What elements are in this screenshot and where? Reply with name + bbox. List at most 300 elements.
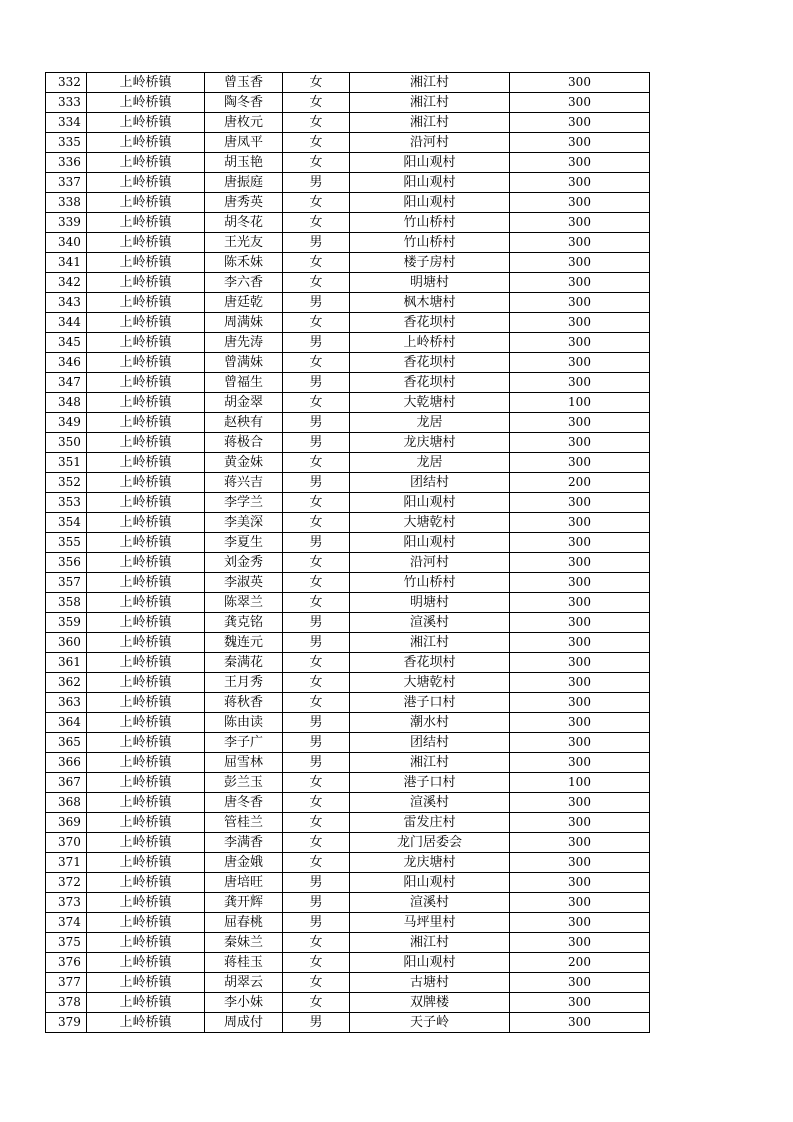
person-name-cell: 彭兰玉 [205, 773, 283, 793]
person-name-cell: 唐廷乾 [205, 293, 283, 313]
row-number-cell: 338 [46, 193, 87, 213]
gender-cell: 女 [283, 553, 350, 573]
town-cell: 上岭桥镇 [87, 433, 205, 453]
village-cell: 沿河村 [350, 133, 510, 153]
village-cell: 龙庆塘村 [350, 433, 510, 453]
row-number-cell: 344 [46, 313, 87, 333]
table-row [46, 893, 650, 913]
amount-cell: 300 [510, 253, 650, 273]
person-name-cell: 唐冬香 [205, 793, 283, 813]
village-cell: 阳山观村 [350, 193, 510, 213]
amount-cell: 100 [510, 393, 650, 413]
village-cell: 香花坝村 [350, 353, 510, 373]
person-name-cell: 管桂兰 [205, 813, 283, 833]
person-name-cell: 李美深 [205, 513, 283, 533]
row-number-cell: 334 [46, 113, 87, 133]
person-name-cell: 李满香 [205, 833, 283, 853]
row-number-cell: 375 [46, 933, 87, 953]
row-number-cell: 341 [46, 253, 87, 273]
amount-cell: 300 [510, 913, 650, 933]
gender-cell: 女 [283, 593, 350, 613]
village-cell: 阳山观村 [350, 873, 510, 893]
row-number-cell: 345 [46, 333, 87, 353]
table-row [46, 973, 650, 993]
gender-cell: 女 [283, 133, 350, 153]
amount-cell: 300 [510, 733, 650, 753]
table-row [46, 573, 650, 593]
table-row [46, 593, 650, 613]
gender-cell: 女 [283, 213, 350, 233]
person-name-cell: 唐培旺 [205, 873, 283, 893]
amount-cell: 200 [510, 953, 650, 973]
row-number-cell: 368 [46, 793, 87, 813]
town-cell: 上岭桥镇 [87, 653, 205, 673]
person-name-cell: 秦满花 [205, 653, 283, 673]
gender-cell: 女 [283, 513, 350, 533]
table-row [46, 313, 650, 333]
person-name-cell: 唐金娥 [205, 853, 283, 873]
town-cell: 上岭桥镇 [87, 113, 205, 133]
town-cell: 上岭桥镇 [87, 913, 205, 933]
town-cell: 上岭桥镇 [87, 153, 205, 173]
person-name-cell: 胡翠云 [205, 973, 283, 993]
person-name-cell: 王月秀 [205, 673, 283, 693]
amount-cell: 300 [510, 993, 650, 1013]
gender-cell: 女 [283, 93, 350, 113]
town-cell: 上岭桥镇 [87, 753, 205, 773]
village-cell: 湘江村 [350, 753, 510, 773]
town-cell: 上岭桥镇 [87, 213, 205, 233]
village-cell: 渲溪村 [350, 613, 510, 633]
amount-cell: 300 [510, 173, 650, 193]
village-cell: 沿河村 [350, 553, 510, 573]
person-name-cell: 王光友 [205, 233, 283, 253]
table-row [46, 533, 650, 553]
table-row [46, 93, 650, 113]
person-name-cell: 魏连元 [205, 633, 283, 653]
person-name-cell: 陶冬香 [205, 93, 283, 113]
town-cell: 上岭桥镇 [87, 693, 205, 713]
amount-cell: 300 [510, 213, 650, 233]
person-name-cell: 屈春桃 [205, 913, 283, 933]
person-name-cell: 蒋桂玉 [205, 953, 283, 973]
person-name-cell: 龚克铭 [205, 613, 283, 633]
town-cell: 上岭桥镇 [87, 333, 205, 353]
row-number-cell: 378 [46, 993, 87, 1013]
amount-cell: 300 [510, 313, 650, 333]
gender-cell: 男 [283, 373, 350, 393]
gender-cell: 男 [283, 433, 350, 453]
table-row [46, 193, 650, 213]
table-row [46, 433, 650, 453]
town-cell: 上岭桥镇 [87, 773, 205, 793]
table-row [46, 933, 650, 953]
village-cell: 港子口村 [350, 773, 510, 793]
town-cell: 上岭桥镇 [87, 253, 205, 273]
row-number-cell: 335 [46, 133, 87, 153]
gender-cell: 女 [283, 993, 350, 1013]
amount-cell: 300 [510, 673, 650, 693]
row-number-cell: 353 [46, 493, 87, 513]
town-cell: 上岭桥镇 [87, 1013, 205, 1033]
table-row [46, 453, 650, 473]
gender-cell: 男 [283, 293, 350, 313]
person-name-cell: 刘金秀 [205, 553, 283, 573]
village-cell: 竹山桥村 [350, 213, 510, 233]
table-row [46, 293, 650, 313]
town-cell: 上岭桥镇 [87, 373, 205, 393]
amount-cell: 300 [510, 373, 650, 393]
person-name-cell: 唐先涛 [205, 333, 283, 353]
amount-cell: 200 [510, 473, 650, 493]
village-cell: 大塘乾村 [350, 673, 510, 693]
row-number-cell: 379 [46, 1013, 87, 1033]
town-cell: 上岭桥镇 [87, 833, 205, 853]
table-row [46, 713, 650, 733]
row-number-cell: 373 [46, 893, 87, 913]
amount-cell: 300 [510, 653, 650, 673]
row-number-cell: 339 [46, 213, 87, 233]
gender-cell: 男 [283, 533, 350, 553]
row-number-cell: 371 [46, 853, 87, 873]
town-cell: 上岭桥镇 [87, 893, 205, 913]
village-cell: 渲溪村 [350, 793, 510, 813]
town-cell: 上岭桥镇 [87, 613, 205, 633]
person-name-cell: 周成付 [205, 1013, 283, 1033]
row-number-cell: 355 [46, 533, 87, 553]
person-name-cell: 唐枚元 [205, 113, 283, 133]
village-cell: 枫木塘村 [350, 293, 510, 313]
amount-cell: 300 [510, 273, 650, 293]
table-row [46, 473, 650, 493]
town-cell: 上岭桥镇 [87, 193, 205, 213]
person-name-cell: 李学兰 [205, 493, 283, 513]
village-cell: 湘江村 [350, 933, 510, 953]
table-row [46, 513, 650, 533]
table-row [46, 653, 650, 673]
gender-cell: 男 [283, 233, 350, 253]
amount-cell: 300 [510, 933, 650, 953]
person-name-cell: 曾玉香 [205, 73, 283, 93]
amount-cell: 100 [510, 773, 650, 793]
amount-cell: 300 [510, 233, 650, 253]
village-cell: 香花坝村 [350, 653, 510, 673]
amount-cell: 300 [510, 93, 650, 113]
gender-cell: 女 [283, 193, 350, 213]
table-row [46, 833, 650, 853]
table-row [46, 153, 650, 173]
table-row [46, 953, 650, 973]
village-cell: 雷发庄村 [350, 813, 510, 833]
person-name-cell: 李淑英 [205, 573, 283, 593]
row-number-cell: 366 [46, 753, 87, 773]
amount-cell: 300 [510, 113, 650, 133]
table-row [46, 633, 650, 653]
row-number-cell: 364 [46, 713, 87, 733]
town-cell: 上岭桥镇 [87, 593, 205, 613]
row-number-cell: 374 [46, 913, 87, 933]
village-cell: 湘江村 [350, 73, 510, 93]
village-cell: 龙居 [350, 413, 510, 433]
town-cell: 上岭桥镇 [87, 733, 205, 753]
row-number-cell: 354 [46, 513, 87, 533]
row-number-cell: 346 [46, 353, 87, 373]
gender-cell: 女 [283, 973, 350, 993]
gender-cell: 女 [283, 653, 350, 673]
row-number-cell: 367 [46, 773, 87, 793]
table-row [46, 133, 650, 153]
amount-cell: 300 [510, 693, 650, 713]
roster-table [45, 72, 650, 1033]
gender-cell: 男 [283, 633, 350, 653]
person-name-cell: 蒋极合 [205, 433, 283, 453]
person-name-cell: 李六香 [205, 273, 283, 293]
village-cell: 龙居 [350, 453, 510, 473]
village-cell: 明塘村 [350, 273, 510, 293]
row-number-cell: 332 [46, 73, 87, 93]
amount-cell: 300 [510, 713, 650, 733]
row-number-cell: 363 [46, 693, 87, 713]
person-name-cell: 周满妹 [205, 313, 283, 333]
row-number-cell: 352 [46, 473, 87, 493]
gender-cell: 女 [283, 273, 350, 293]
gender-cell: 女 [283, 113, 350, 133]
person-name-cell: 龚开辉 [205, 893, 283, 913]
row-number-cell: 336 [46, 153, 87, 173]
town-cell: 上岭桥镇 [87, 673, 205, 693]
roster-sheet [45, 72, 650, 1033]
table-row [46, 173, 650, 193]
gender-cell: 女 [283, 953, 350, 973]
amount-cell: 300 [510, 193, 650, 213]
table-row [46, 333, 650, 353]
gender-cell: 女 [283, 393, 350, 413]
row-number-cell: 337 [46, 173, 87, 193]
table-row [46, 233, 650, 253]
amount-cell: 300 [510, 413, 650, 433]
village-cell: 龙门居委会 [350, 833, 510, 853]
village-cell: 大塘乾村 [350, 513, 510, 533]
town-cell: 上岭桥镇 [87, 453, 205, 473]
village-cell: 阳山观村 [350, 953, 510, 973]
person-name-cell: 唐振庭 [205, 173, 283, 193]
town-cell: 上岭桥镇 [87, 533, 205, 553]
amount-cell: 300 [510, 853, 650, 873]
amount-cell: 300 [510, 813, 650, 833]
row-number-cell: 351 [46, 453, 87, 473]
gender-cell: 女 [283, 773, 350, 793]
person-name-cell: 唐秀英 [205, 193, 283, 213]
amount-cell: 300 [510, 353, 650, 373]
town-cell: 上岭桥镇 [87, 633, 205, 653]
gender-cell: 男 [283, 473, 350, 493]
town-cell: 上岭桥镇 [87, 273, 205, 293]
village-cell: 港子口村 [350, 693, 510, 713]
town-cell: 上岭桥镇 [87, 513, 205, 533]
person-name-cell: 唐凤平 [205, 133, 283, 153]
amount-cell: 300 [510, 493, 650, 513]
amount-cell: 300 [510, 533, 650, 553]
village-cell: 龙庆塘村 [350, 853, 510, 873]
amount-cell: 300 [510, 633, 650, 653]
village-cell: 竹山桥村 [350, 233, 510, 253]
village-cell: 渲溪村 [350, 893, 510, 913]
amount-cell: 300 [510, 73, 650, 93]
person-name-cell: 赵秧有 [205, 413, 283, 433]
gender-cell: 女 [283, 153, 350, 173]
person-name-cell: 黄金妹 [205, 453, 283, 473]
amount-cell: 300 [510, 553, 650, 573]
person-name-cell: 蒋兴吉 [205, 473, 283, 493]
row-number-cell: 349 [46, 413, 87, 433]
amount-cell: 300 [510, 873, 650, 893]
row-number-cell: 360 [46, 633, 87, 653]
table-row [46, 813, 650, 833]
town-cell: 上岭桥镇 [87, 993, 205, 1013]
town-cell: 上岭桥镇 [87, 933, 205, 953]
village-cell: 阳山观村 [350, 173, 510, 193]
table-row [46, 493, 650, 513]
gender-cell: 女 [283, 313, 350, 333]
gender-cell: 男 [283, 893, 350, 913]
amount-cell: 300 [510, 333, 650, 353]
village-cell: 团结村 [350, 733, 510, 753]
amount-cell: 300 [510, 753, 650, 773]
amount-cell: 300 [510, 153, 650, 173]
town-cell: 上岭桥镇 [87, 393, 205, 413]
town-cell: 上岭桥镇 [87, 293, 205, 313]
gender-cell: 女 [283, 253, 350, 273]
village-cell: 阳山观村 [350, 533, 510, 553]
table-row [46, 853, 650, 873]
table-row [46, 213, 650, 233]
town-cell: 上岭桥镇 [87, 853, 205, 873]
row-number-cell: 359 [46, 613, 87, 633]
table-row [46, 73, 650, 93]
table-row [46, 673, 650, 693]
table-row [46, 393, 650, 413]
town-cell: 上岭桥镇 [87, 953, 205, 973]
village-cell: 潮水村 [350, 713, 510, 733]
gender-cell: 男 [283, 173, 350, 193]
row-number-cell: 350 [46, 433, 87, 453]
table-row [46, 1013, 650, 1033]
gender-cell: 女 [283, 453, 350, 473]
person-name-cell: 陈禾妹 [205, 253, 283, 273]
table-row [46, 613, 650, 633]
person-name-cell: 蒋秋香 [205, 693, 283, 713]
gender-cell: 男 [283, 333, 350, 353]
amount-cell: 300 [510, 613, 650, 633]
table-row [46, 373, 650, 393]
amount-cell: 300 [510, 513, 650, 533]
village-cell: 马坪里村 [350, 913, 510, 933]
gender-cell: 男 [283, 1013, 350, 1033]
roster-body [46, 73, 650, 1033]
amount-cell: 300 [510, 453, 650, 473]
row-number-cell: 370 [46, 833, 87, 853]
town-cell: 上岭桥镇 [87, 713, 205, 733]
table-row [46, 873, 650, 893]
village-cell: 竹山桥村 [350, 573, 510, 593]
town-cell: 上岭桥镇 [87, 353, 205, 373]
gender-cell: 女 [283, 353, 350, 373]
row-number-cell: 376 [46, 953, 87, 973]
amount-cell: 300 [510, 573, 650, 593]
gender-cell: 男 [283, 913, 350, 933]
gender-cell: 女 [283, 813, 350, 833]
village-cell: 湘江村 [350, 633, 510, 653]
person-name-cell: 陈由读 [205, 713, 283, 733]
gender-cell: 女 [283, 493, 350, 513]
person-name-cell: 曾满妹 [205, 353, 283, 373]
amount-cell: 300 [510, 793, 650, 813]
village-cell: 天子岭 [350, 1013, 510, 1033]
village-cell: 上岭桥村 [350, 333, 510, 353]
amount-cell: 300 [510, 433, 650, 453]
village-cell: 团结村 [350, 473, 510, 493]
gender-cell: 男 [283, 713, 350, 733]
gender-cell: 男 [283, 733, 350, 753]
amount-cell: 300 [510, 133, 650, 153]
person-name-cell: 秦妹兰 [205, 933, 283, 953]
row-number-cell: 358 [46, 593, 87, 613]
table-row [46, 773, 650, 793]
gender-cell: 女 [283, 793, 350, 813]
town-cell: 上岭桥镇 [87, 313, 205, 333]
village-cell: 双牌楼 [350, 993, 510, 1013]
table-row [46, 693, 650, 713]
person-name-cell: 胡金翠 [205, 393, 283, 413]
table-row [46, 113, 650, 133]
village-cell: 香花坝村 [350, 313, 510, 333]
gender-cell: 女 [283, 573, 350, 593]
row-number-cell: 342 [46, 273, 87, 293]
table-row [46, 273, 650, 293]
table-row [46, 793, 650, 813]
row-number-cell: 377 [46, 973, 87, 993]
gender-cell: 女 [283, 933, 350, 953]
table-row [46, 353, 650, 373]
amount-cell: 300 [510, 293, 650, 313]
town-cell: 上岭桥镇 [87, 133, 205, 153]
amount-cell: 300 [510, 833, 650, 853]
person-name-cell: 胡玉艳 [205, 153, 283, 173]
row-number-cell: 362 [46, 673, 87, 693]
amount-cell: 300 [510, 973, 650, 993]
person-name-cell: 屈雪林 [205, 753, 283, 773]
person-name-cell: 李夏生 [205, 533, 283, 553]
amount-cell: 300 [510, 893, 650, 913]
town-cell: 上岭桥镇 [87, 233, 205, 253]
table-row [46, 993, 650, 1013]
table-row [46, 253, 650, 273]
town-cell: 上岭桥镇 [87, 813, 205, 833]
row-number-cell: 369 [46, 813, 87, 833]
village-cell: 湘江村 [350, 113, 510, 133]
table-row [46, 733, 650, 753]
gender-cell: 男 [283, 873, 350, 893]
row-number-cell: 372 [46, 873, 87, 893]
village-cell: 大乾塘村 [350, 393, 510, 413]
person-name-cell: 胡冬花 [205, 213, 283, 233]
table-row [46, 753, 650, 773]
village-cell: 楼子房村 [350, 253, 510, 273]
village-cell: 阳山观村 [350, 493, 510, 513]
town-cell: 上岭桥镇 [87, 173, 205, 193]
person-name-cell: 李小妹 [205, 993, 283, 1013]
gender-cell: 女 [283, 853, 350, 873]
